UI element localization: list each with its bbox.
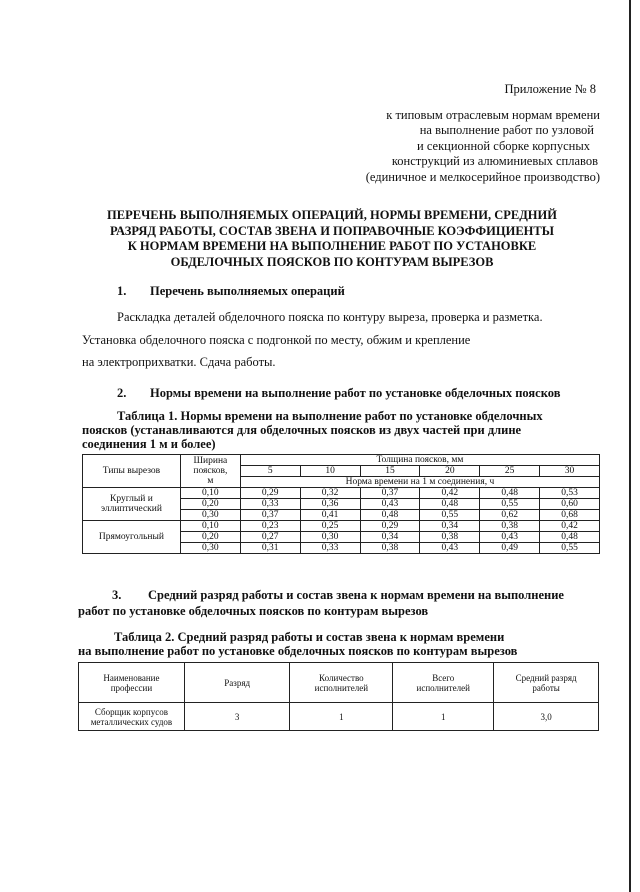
section1-paragraph-line: Раскладка деталей обделочного пояска по контуру выреза, проверка и разметка. (117, 310, 543, 324)
appendix-line: конструкций из алюминиевых сплавов (391, 154, 598, 168)
norm-cell: 0,41 (300, 510, 360, 521)
count-cell: 1 (290, 703, 393, 731)
total-cell: 1 (393, 703, 494, 731)
norm-cell: 0,38 (420, 532, 480, 543)
norm-cell: 0,31 (240, 543, 300, 554)
table-row (83, 521, 600, 532)
header-count: Количество исполнителей (290, 663, 393, 703)
section1-number: 1. (117, 284, 127, 298)
avg-grade-cell: 3,0 (494, 703, 599, 731)
title-line: РАЗРЯД РАБОТЫ, СОСТАВ ЗВЕНА И ПОПРАВОЧНЫЕ КОЭФФИЦИЕНТЫ (109, 223, 554, 238)
thickness-value: 15 (360, 466, 420, 477)
appendix-line: к типовым отраслевым нормам времени (386, 107, 600, 122)
norm-cell: 0,30 (300, 532, 360, 543)
table1-caption-line: поясков (устанавливаются для обделочных поясков из двух частей при длине (82, 423, 522, 437)
appendix-line: и секционной сборке корпусных (417, 138, 590, 153)
header-profession: Наименование профессии (79, 663, 185, 703)
thickness-value: 25 (480, 466, 540, 477)
table1-caption-line: соединения 1 м и более) (82, 437, 216, 451)
norm-cell: 0,48 (420, 499, 480, 510)
scan-edge (629, 0, 631, 892)
norm-cell: 0,25 (300, 521, 360, 532)
title-line: ПЕРЕЧЕНЬ ВЫПОЛНЯЕМЫХ ОПЕРАЦИЙ, НОРМЫ ВРЕМЕНИ, СРЕДНИЙ (107, 208, 557, 222)
norm-cell: 0,49 (480, 543, 540, 554)
table2-caption-line: на выполнение работ по установке обделочных поясков по контурам вырезов (78, 644, 518, 658)
appendix-block (330, 82, 600, 185)
title-line: К НОРМАМ ВРЕМЕНИ НА ВЫПОЛНЕНИЕ РАБОТ ПО УСТАНОВКЕ (127, 239, 537, 253)
norm-cell: 0,42 (420, 488, 480, 499)
norm-cell: 0,36 (300, 499, 360, 510)
section2-heading: Нормы времени на выполнение работ по установке обделочных поясков (150, 386, 561, 400)
section3-number: 3. (112, 588, 122, 602)
section1-paragraph-line: на электроприхватки. Сдача работы. (82, 355, 276, 369)
header-width (180, 455, 240, 488)
norm-cell: 0,33 (240, 499, 300, 510)
norm-cell: 0,33 (300, 543, 360, 554)
header-width-line: Ширина (193, 456, 228, 466)
section2-number: 2. (117, 386, 127, 400)
width-cell: 0,30 (180, 510, 240, 521)
section1-paragraph-line: Установка обделочного пояска с подгонкой по месту, обжим и крепление (82, 333, 471, 347)
profession-cell: Сборщик корпусов металлических судов (79, 703, 185, 731)
width-cell: 0,20 (180, 532, 240, 543)
norm-cell: 0,43 (480, 532, 540, 543)
width-cell: 0,20 (180, 499, 240, 510)
grade-cell: 3 (184, 703, 290, 731)
norm-cell: 0,48 (480, 488, 540, 499)
norm-cell: 0,62 (480, 510, 540, 521)
norm-cell: 0,34 (360, 532, 420, 543)
norm-cell: 0,38 (480, 521, 540, 532)
thickness-value: 5 (240, 466, 300, 477)
norm-cell: 0,23 (240, 521, 300, 532)
norm-cell: 0,38 (360, 543, 420, 554)
norm-cell: 0,55 (540, 543, 600, 554)
width-cell: 0,10 (180, 521, 240, 532)
thickness-value: 10 (300, 466, 360, 477)
cut-type-cell: Прямоугольный (83, 521, 181, 554)
norm-cell: 0,68 (540, 510, 600, 521)
norm-cell: 0,48 (360, 510, 420, 521)
header-thickness: Толщина поясков, мм (240, 455, 599, 466)
norm-cell: 0,60 (540, 499, 600, 510)
thickness-value: 30 (540, 466, 600, 477)
norm-cell: 0,55 (420, 510, 480, 521)
norm-cell: 0,29 (240, 488, 300, 499)
norm-cell: 0,43 (420, 543, 480, 554)
table1-caption-line: Таблица 1. Нормы времени на выполнение работ по установке обделочных (117, 409, 543, 423)
thickness-value: 20 (420, 466, 480, 477)
appendix-number: Приложение № 8 (504, 82, 596, 96)
norm-cell: 0,29 (360, 521, 420, 532)
crew-table (78, 662, 599, 731)
appendix-line: (единичное и мелкосерийное производство) (365, 169, 600, 184)
title-line: ОБДЕЛОЧНЫХ ПОЯСКОВ ПО КОНТУРАМ ВЫРЕЗОВ (170, 254, 494, 269)
norms-table (82, 454, 600, 554)
section3-heading-line: Средний разряд работы и состав звена к нормам времени на выполнение (148, 588, 564, 602)
norm-cell: 0,32 (300, 488, 360, 499)
header-width-line: м (207, 476, 214, 486)
header-norm: Норма времени на 1 м соединения, ч (240, 477, 599, 488)
table2-caption-line: Таблица 2. Средний разряд работы и состав звена к нормам времени (114, 630, 505, 644)
norm-cell: 0,27 (240, 532, 300, 543)
norm-cell: 0,34 (420, 521, 480, 532)
header-width-line: поясков, (193, 466, 228, 476)
table-row (79, 703, 599, 731)
header-total: Всего исполнителей (393, 663, 494, 703)
header-avg-grade: Средний разряд работы (494, 663, 599, 703)
norm-cell: 0,37 (360, 488, 420, 499)
table-row (83, 488, 600, 499)
width-cell: 0,30 (180, 543, 240, 554)
section1-heading: Перечень выполняемых операций (150, 284, 345, 298)
width-cell: 0,10 (180, 488, 240, 499)
header-cut-type: Типы вырезов (83, 455, 181, 488)
section3-heading-line: работ по установке обделочных поясков по контурам вырезов (78, 604, 429, 618)
appendix-line: на выполнение работ по узловой (419, 123, 594, 137)
document-title (12, 208, 640, 270)
header-grade: Разряд (184, 663, 290, 703)
norm-cell: 0,42 (540, 521, 600, 532)
norm-cell: 0,37 (240, 510, 300, 521)
cut-type-cell: Круглый и эллиптический (83, 488, 181, 521)
norm-cell: 0,48 (540, 532, 600, 543)
norm-cell: 0,43 (360, 499, 420, 510)
norm-cell: 0,53 (540, 488, 600, 499)
norm-cell: 0,55 (480, 499, 540, 510)
